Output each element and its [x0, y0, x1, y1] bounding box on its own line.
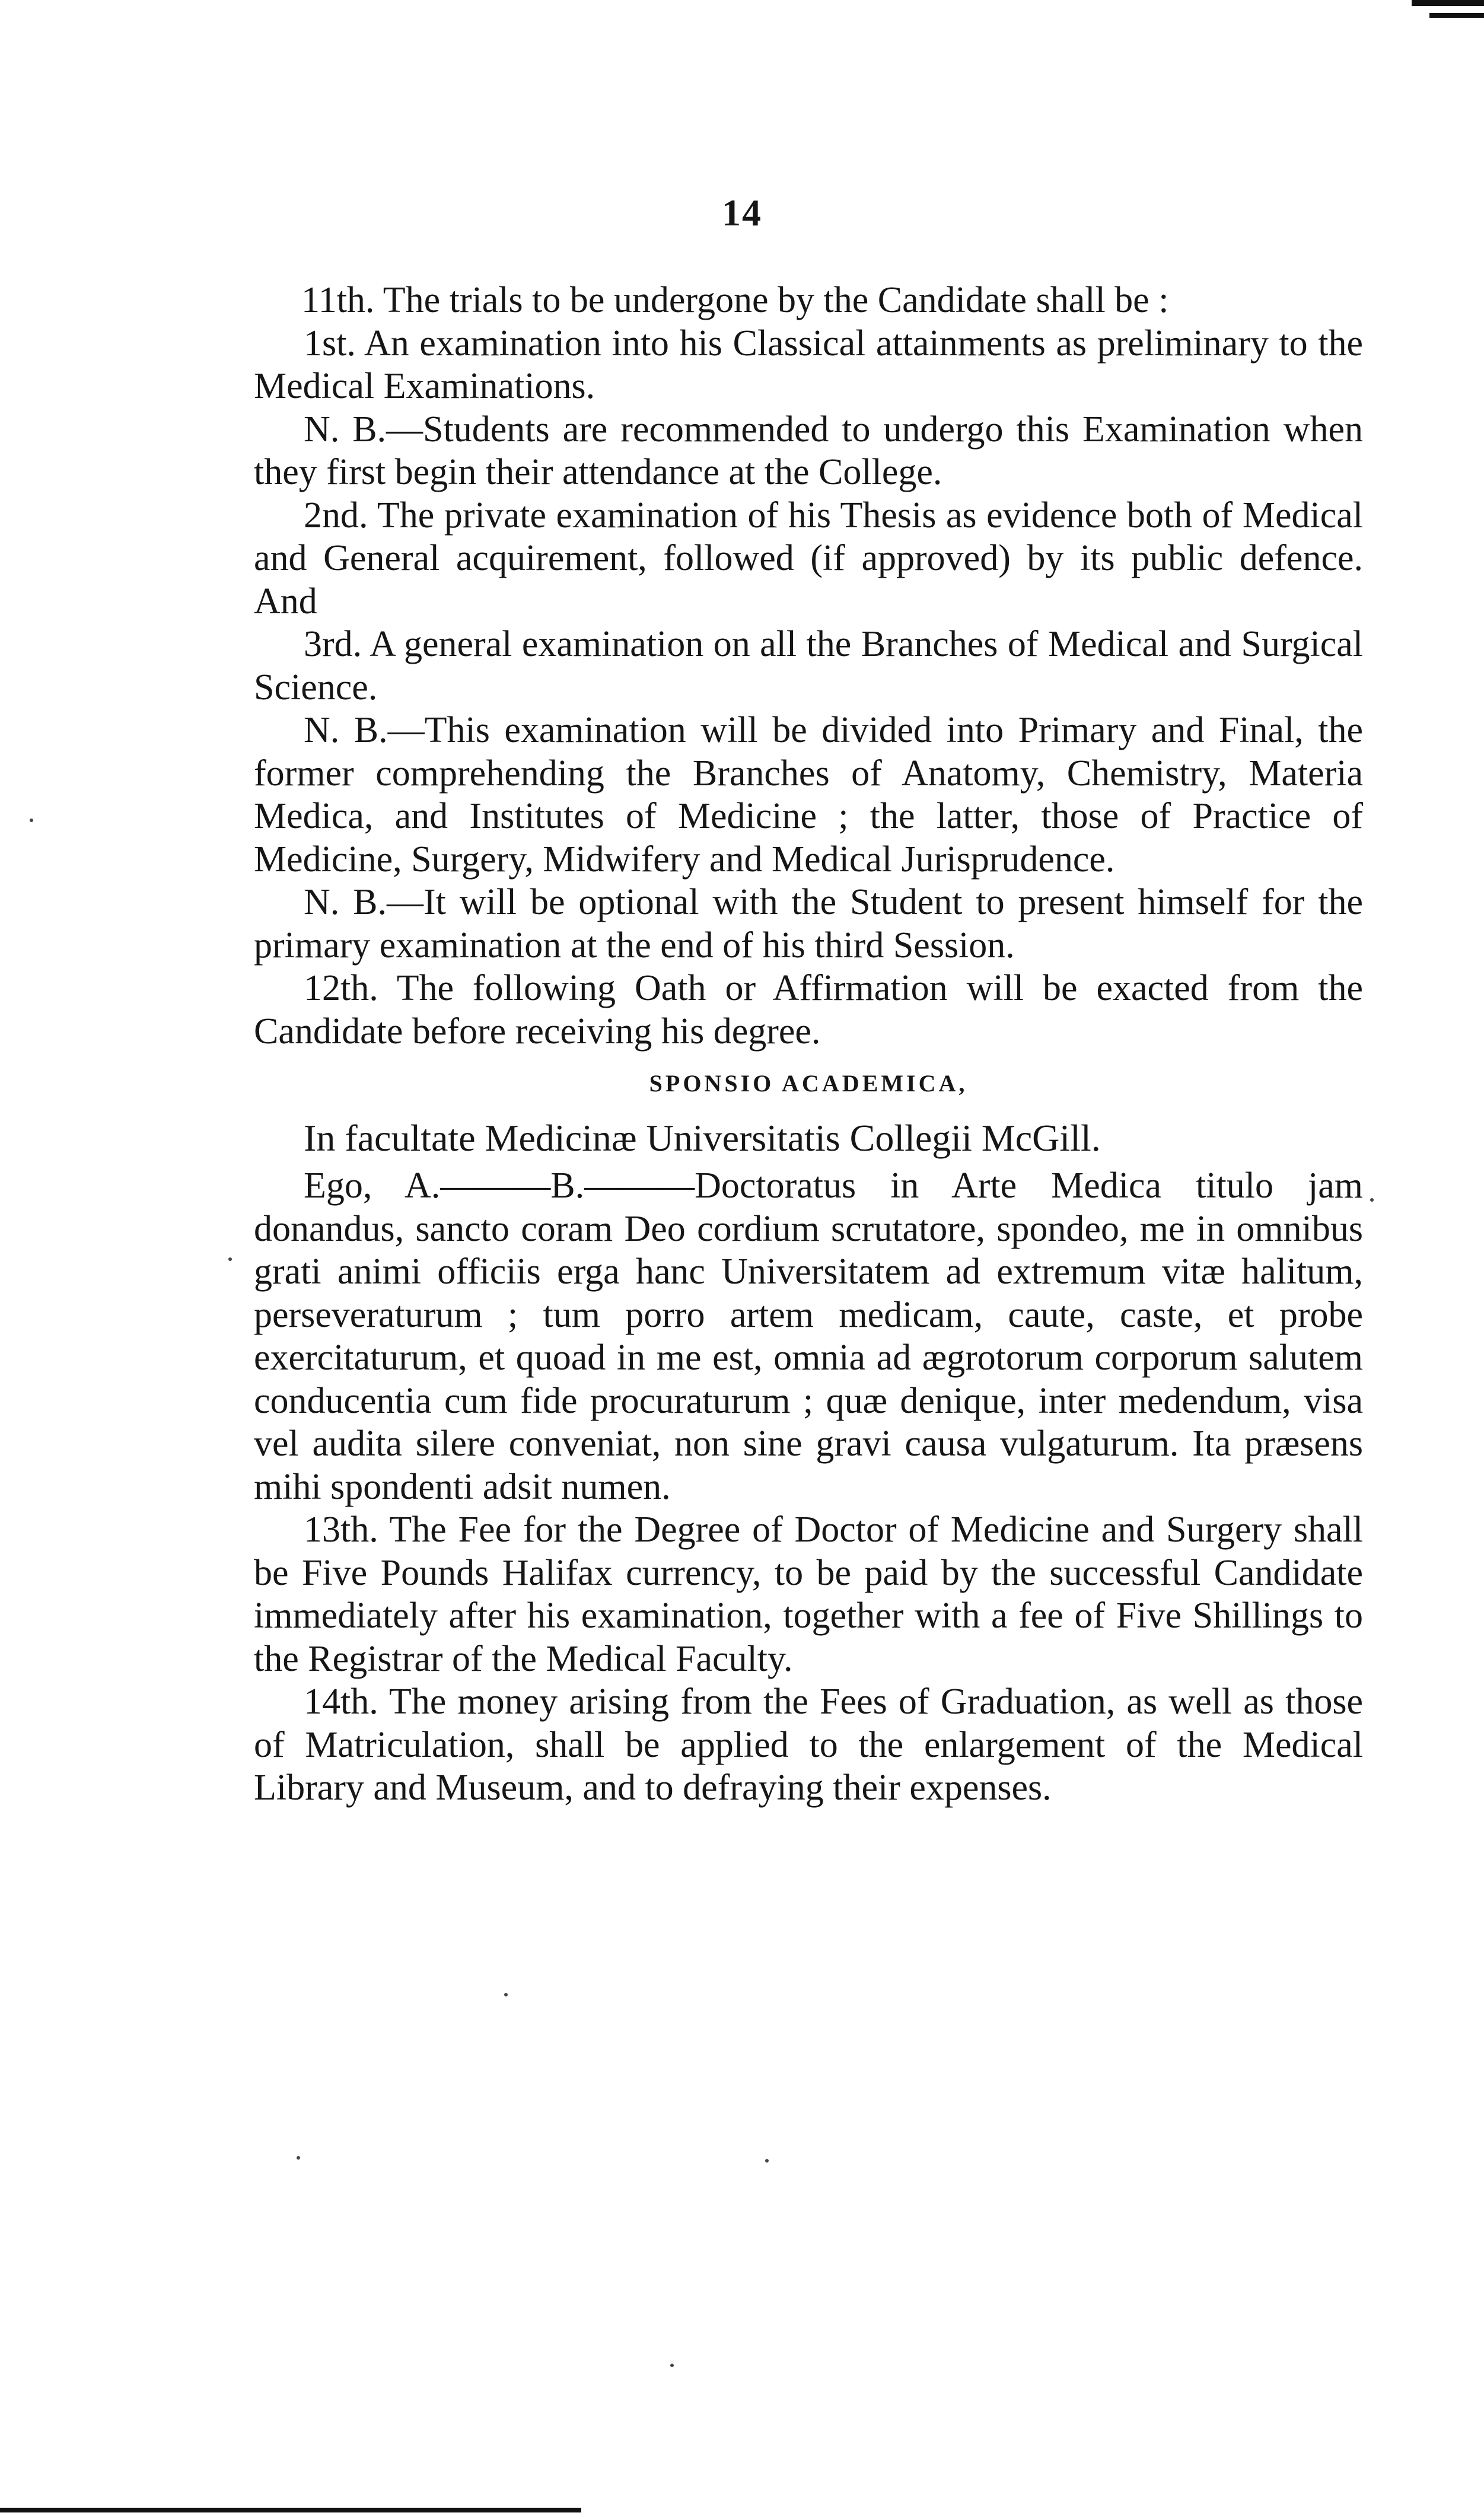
paragraph-nb-students: N. B.—Students are recommended to undergo this Examination when they first begin their attendance at the College. [254, 409, 1363, 492]
scan-speck [228, 1257, 232, 1261]
scan-edge-top-right [1412, 0, 1484, 6]
scan-edge-top-right-lower [1429, 13, 1484, 18]
paragraph-14th: 14th. The money arising from the Fees of Graduation, as well as those of Matriculation, shall be applied to the enlargement of the Medical Library and Museum, and to defraying their expenses. [254, 1682, 1363, 1808]
paragraph-nb-optional: N. B.—It will be optional with the Student to present himself for the primary examination at the end of his third Session. [254, 882, 1363, 966]
page-body [254, 279, 1363, 1810]
scan-speck [30, 819, 33, 822]
paragraph-12th: 12th. The following Oath or Affirmation will be exacted from the Candidate before receiving his degree. [254, 968, 1363, 1052]
sponsio-heading: SPONSIO ACADEMICA, [649, 1070, 968, 1097]
sponsio-subheading: In facultate Medicinæ Universitatis Collegii McGill. [304, 1117, 1101, 1159]
paragraph-2nd: 2nd. The private examination of his Thesis as evidence both of Medical and General acquirement, followed (if approved) by its public defence. And [254, 495, 1363, 622]
scan-speck [1370, 1198, 1374, 1202]
sponsio-oath: Ego, A.———B.———Doctoratus in Arte Medica titulo jam donandus, sancto coram Deo cordium scrutatore, spondeo, me in omnibus grati animi officiis erga hanc Universitatem ad extremum vitæ halitum, perseveraturum ; tum porro artem medicam, caute, caste, et probe exercitaturum, et quoad in me est, omnia ad ægrotorum corporum salutem conducentia cum fide procuraturum ; quæ denique, inter medendum, visa vel audita silere conveniat, non sine gravi causa vulgaturum. Ita præsens mihi spondenti adsit numen. [254, 1165, 1363, 1507]
paragraph-13th: 13th. The Fee for the Degree of Doctor of Medicine and Surgery shall be Five Pounds Halifax currency, to be paid by the successful Candidate immediately after his examination, together with a fee of Five Shillings to the Registrar of the Medical Faculty. [254, 1510, 1363, 1679]
page-number: 14 [722, 192, 762, 234]
scan-speck [297, 2156, 300, 2160]
paragraph-1st: 1st. An examination into his Classical attainments as preliminary to the Medical Examinations. [254, 323, 1363, 406]
paragraph-11th: 11th. The trials to be undergone by the Candidate shall be : [301, 280, 1169, 320]
paragraph-3rd: 3rd. A general examination on all the Branches of Medical and Surgical Science. [254, 624, 1363, 708]
scan-speck [670, 2364, 674, 2367]
paragraph-nb-examination: N. B.—This examination will be divided into Primary and Final, the former comprehending the Branches of Anatomy, Chemistry, Materia Medica, and Institutes of Medicine ; the latter, those of Practice of Medicine, Surgery, Midwifery and Medical Jurisprudence. [254, 710, 1363, 880]
scan-edge-bottom-left [0, 2508, 581, 2512]
scan-speck [765, 2159, 769, 2163]
scan-speck [504, 1993, 508, 1996]
